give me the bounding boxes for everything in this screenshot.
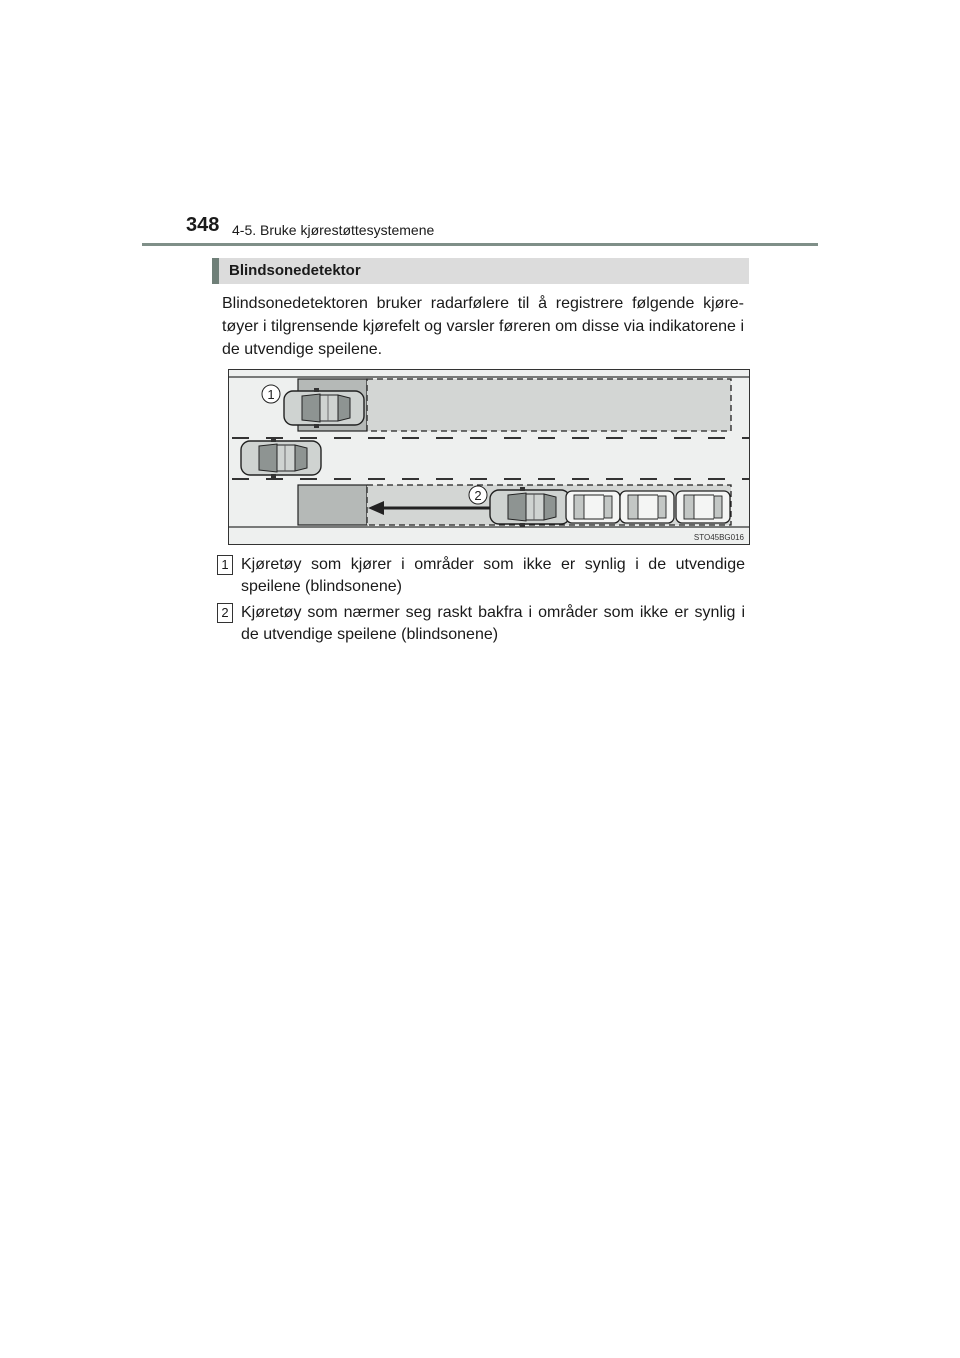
item-text-2: Kjøretøy som nærmer seg raskt bakfra i områder som ikke er synlig i de utvendige speilene (blindsonene) [241,604,745,643]
callout-2: 2 [474,488,482,503]
heading-bar [212,258,749,284]
item-text-1: Kjøretøy som kjører i områder som ikke er synlig i de utvendige speilene (blindsonene) [241,556,745,595]
section-title: 4-5. Bruke kjørestøttesystemene [232,222,435,238]
callout-1: 1 [267,387,275,402]
header-rule [142,243,818,246]
blind-spot-figure [228,369,750,545]
list-item [217,602,745,646]
list-item [217,554,745,598]
blind-spot-diagram [228,369,750,545]
figure-code: STO45BG016 [693,533,744,542]
item-number-1: 1 [217,555,233,575]
heading-title: Blindsonedetektor [229,262,361,279]
item-number-2: 2 [217,603,233,623]
page-number: 348 [186,214,220,236]
intro-paragraph: Blindsonedetektoren bruker radarfølere til å registrere følgende kjøretøyer i tilgrensende kjørefelt og varsler føreren om disse via indikatorene i de utvendige speilene. [222,295,744,358]
